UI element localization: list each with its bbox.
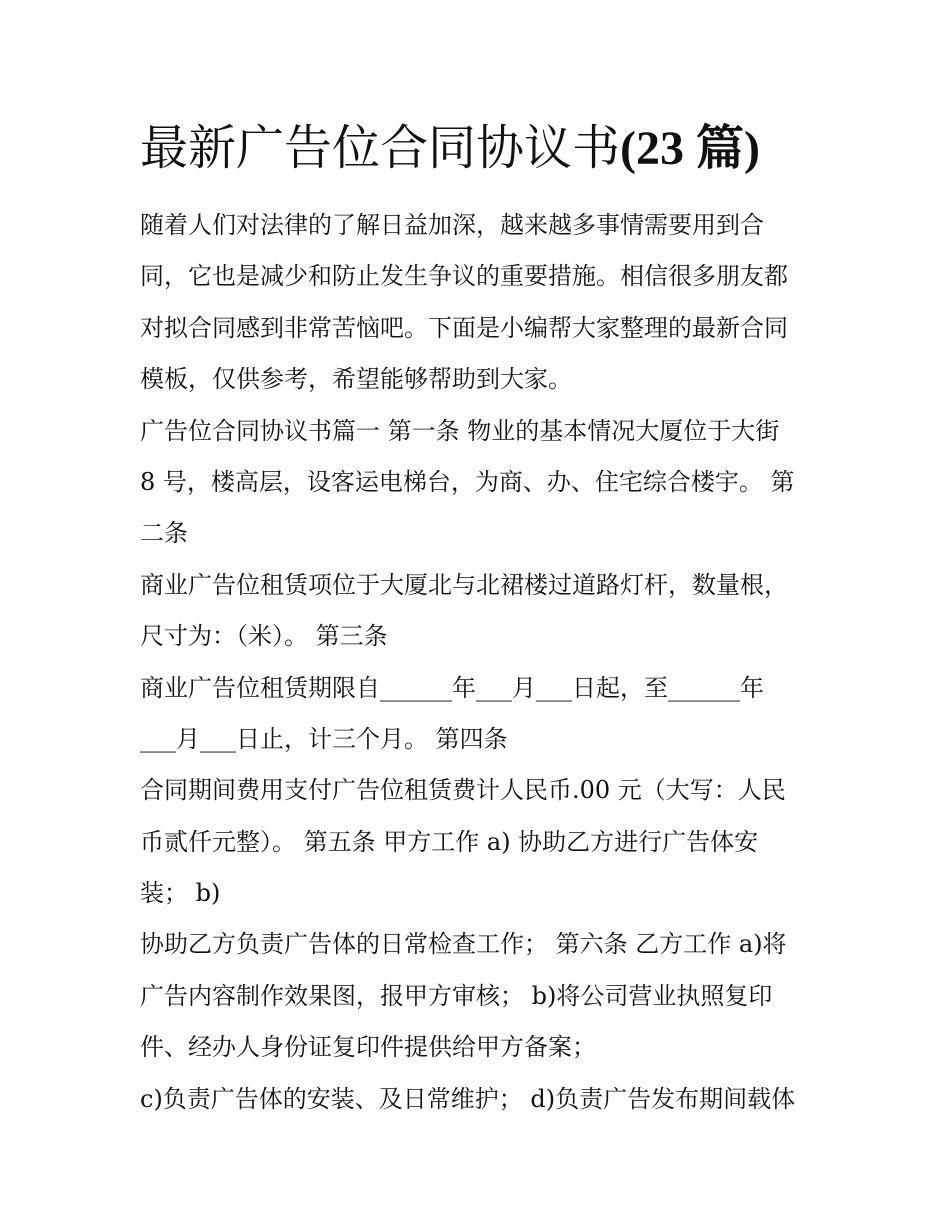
body-line: 随着人们对法律的了解日益加深，越来越多事情需要用到合 <box>140 211 764 239</box>
body-line: 广告内容制作效果图，报甲方审核； b)将公司营业执照复印 <box>140 981 773 1010</box>
body-line: 币贰仟元整）。 第五条 甲方工作 a) 协助乙方进行广告体安 <box>140 827 759 856</box>
body-line: 对拟合同感到非常苦恼吧。下面是小编帮大家整理的最新合同 <box>140 313 788 342</box>
body-line: 商业广告位租赁项位于大厦北与北裙楼过道路灯杆，数量根， <box>140 570 788 599</box>
document-body <box>140 200 815 1125</box>
body-line: 同，它也是减少和防止发生争议的重要措施。相信很多朋友都 <box>140 262 788 291</box>
title-main: 最新广告位合同协议书 <box>140 120 621 176</box>
body-line: 件、经办人身份证复印件提供给甲方备案； <box>140 1033 596 1062</box>
body-line: 协助乙方负责广告体的日常检查工作； 第六条 乙方工作 a)将 <box>140 930 787 959</box>
document-title <box>140 118 840 179</box>
body-line: 商业广告位租赁期限自______年___月___日起，至______年 <box>140 673 764 702</box>
body-line: 广告位合同协议书篇一 第一条 物业的基本情况大厦位于大街 <box>140 416 780 445</box>
body-line: c)负责广告体的安装、及日常维护； d)负责广告发布期间载体 <box>140 1084 796 1113</box>
body-line: 二条 <box>140 519 188 548</box>
body-line: 合同期间费用支付广告位租赁费计人民币.00 元（大写：人民 <box>140 776 786 805</box>
body-line: 8 号，楼高层，设客运电梯台，为商、办、住宅综合楼宇。 第 <box>140 467 795 496</box>
body-line: 模板，仅供参考，希望能够帮助到大家。 <box>140 365 572 394</box>
body-line: ___月___日止，计三个月。 第四条 <box>140 724 508 753</box>
body-line: 尺寸为：（米）。 第三条 <box>140 622 388 651</box>
body-line: 装； b) <box>140 879 221 908</box>
title-suffix: (23 篇) <box>620 122 760 175</box>
